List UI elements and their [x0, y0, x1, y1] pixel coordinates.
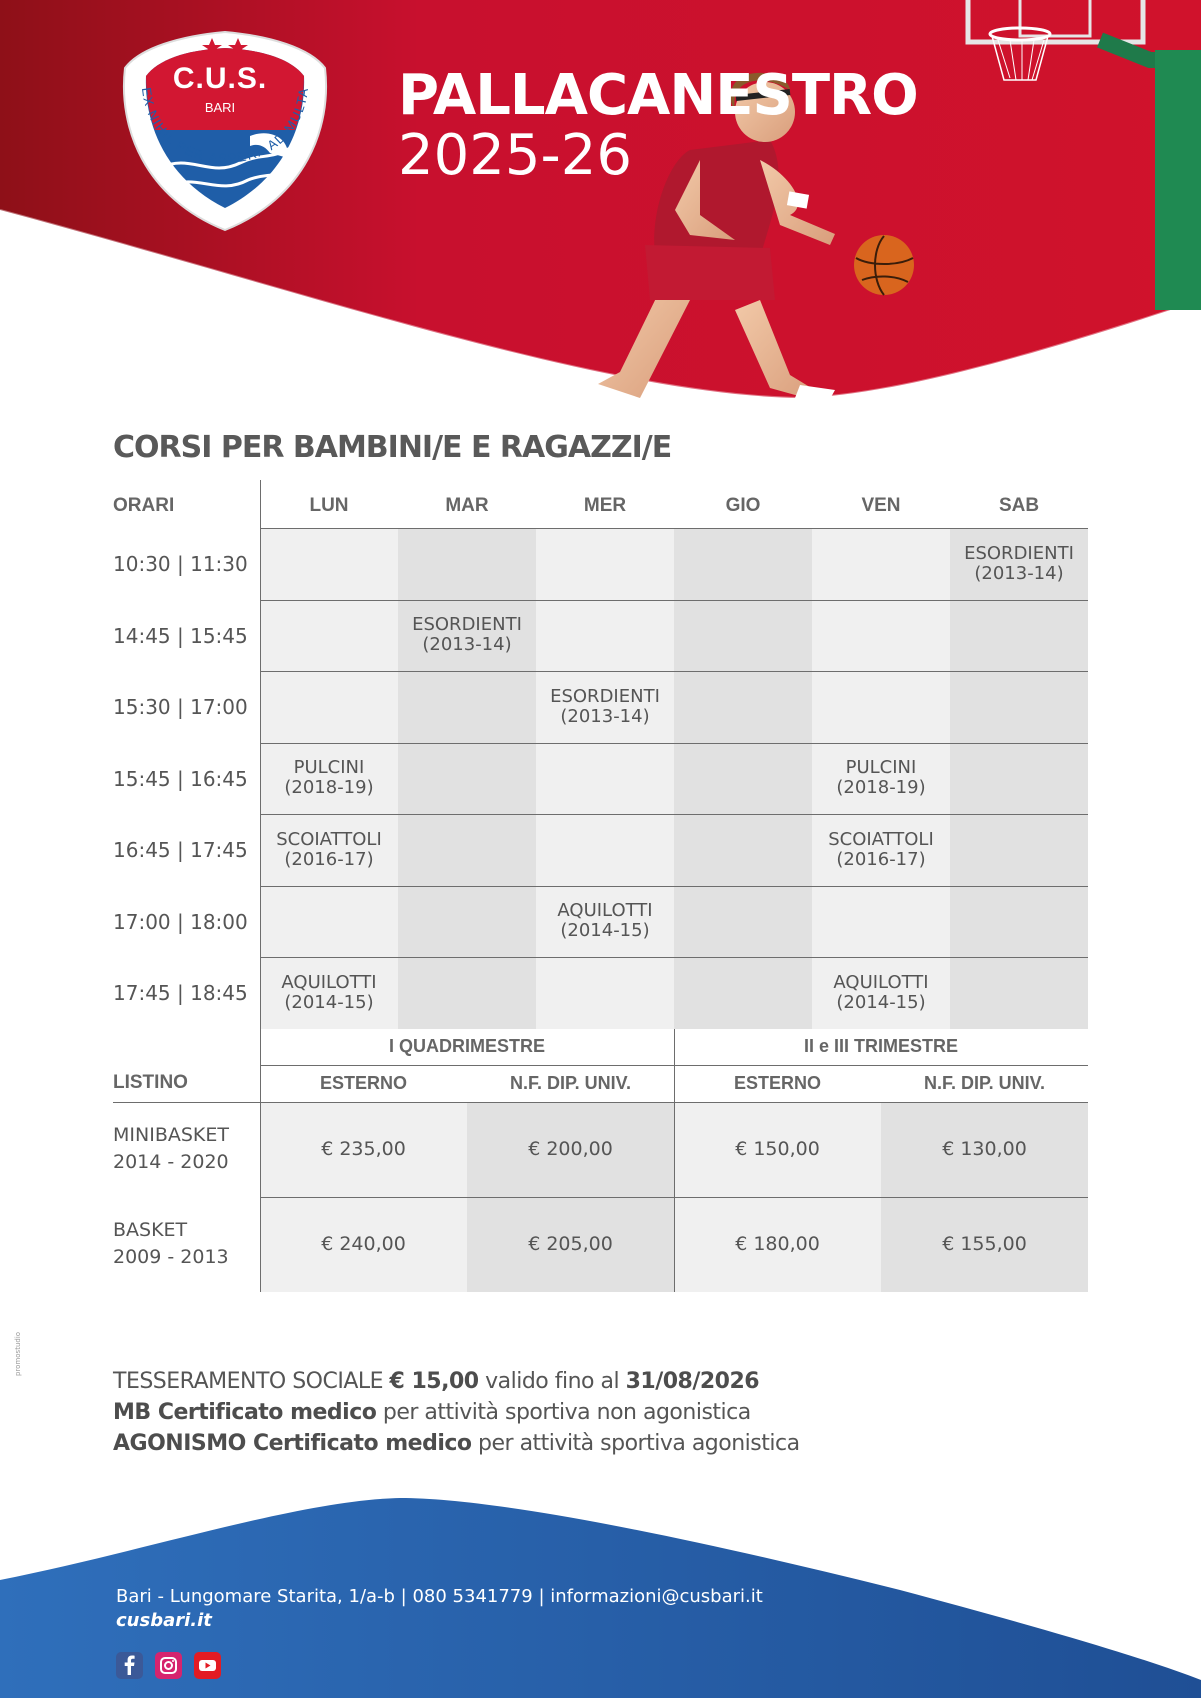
schedule-cell	[260, 743, 398, 815]
category-name: BASKET	[113, 1218, 188, 1241]
schedule-cell	[812, 671, 950, 743]
category-years: 2009 - 2013	[113, 1245, 229, 1268]
course-years: (2016-17)	[284, 848, 374, 870]
schedule-cell	[536, 671, 674, 743]
course-group: ESORDIENTI	[412, 614, 522, 636]
period-header-second: II e III TRIMESTRE	[803, 1036, 959, 1056]
section-title: CORSI PER BAMBINI/E E RAGAZZI/E	[113, 430, 672, 465]
course-years: (2014-15)	[284, 991, 374, 1013]
schedule-cell	[398, 886, 536, 958]
course-name	[828, 830, 934, 870]
row-divider	[260, 957, 1088, 958]
schedule-cell	[260, 671, 398, 743]
schedule-cell	[260, 814, 398, 886]
period-divider	[674, 1029, 675, 1292]
schedule-cell	[950, 671, 1088, 743]
schedule-cell	[674, 528, 812, 600]
schedule-cell	[536, 886, 674, 958]
schedule-cell	[950, 528, 1088, 600]
schedule-cell	[398, 671, 536, 743]
youtube-icon[interactable]	[194, 1652, 221, 1679]
logo-motto: EX NIHIL PER ASPERA AD MULTA	[138, 85, 312, 167]
schedule-cell	[950, 814, 1088, 886]
price-cell: € 200,00	[467, 1102, 674, 1197]
course-years: (2014-15)	[560, 920, 650, 942]
listino-label: LISTINO	[113, 1072, 188, 1093]
price-cell: € 150,00	[674, 1102, 881, 1197]
fee-amount: € 15,00	[389, 1369, 479, 1394]
row-divider	[260, 671, 1088, 672]
schedule-cell	[536, 528, 674, 600]
day-header-ven: VEN	[861, 495, 901, 516]
schedule-cell	[812, 957, 950, 1029]
agonism-certificate-title: AGONISMO Certificato medico	[113, 1431, 472, 1456]
row-divider	[260, 814, 1088, 815]
schedule-cell	[674, 814, 812, 886]
schedule-cell	[260, 957, 398, 1029]
facebook-icon[interactable]	[116, 1652, 143, 1679]
time-slot: 14:45 | 15:45	[113, 623, 248, 648]
price-row-label	[113, 1122, 229, 1176]
course-group: ESORDIENTI	[964, 542, 1074, 564]
category-name: MINIBASKET	[113, 1123, 229, 1146]
course-group: PULCINI	[845, 757, 917, 779]
membership-notes	[113, 1366, 800, 1459]
course-group: AQUILOTTI	[833, 971, 929, 993]
schedule-cell	[812, 600, 950, 672]
schedule-cell	[812, 743, 950, 815]
course-years: (2016-17)	[836, 848, 926, 870]
cus-bari-logo	[120, 28, 330, 233]
day-header-gio: GIO	[725, 495, 761, 516]
day-header-lun: LUN	[309, 495, 349, 516]
schedule-cell	[950, 886, 1088, 958]
price-column-header: N.F. DIP. UNIV.	[923, 1072, 1046, 1093]
course-years: (2018-19)	[284, 777, 374, 799]
course-group: PULCINI	[293, 757, 365, 779]
course-group: ESORDIENTI	[550, 685, 660, 707]
price-column-header: N.F. DIP. UNIV.	[509, 1072, 632, 1093]
course-group: AQUILOTTI	[281, 971, 377, 993]
time-slot: 15:45 | 16:45	[113, 766, 248, 791]
schedule-cell	[674, 600, 812, 672]
day-header-sab: SAB	[998, 495, 1040, 516]
designer-credit: promostudio	[14, 1331, 22, 1376]
day-header-mar: MAR	[445, 495, 489, 516]
fee-validity-label: valido fino al	[478, 1369, 626, 1394]
schedule-cell	[812, 886, 950, 958]
schedule-cell	[812, 528, 950, 600]
row-divider	[260, 600, 1088, 601]
course-name	[276, 830, 382, 870]
price-row-label	[113, 1217, 229, 1271]
fee-label: TESSERAMENTO SOCIALE	[113, 1369, 390, 1394]
time-slot: 17:45 | 18:45	[113, 981, 248, 1005]
page-title: PALLACANESTRO	[398, 63, 918, 128]
price-cell: € 235,00	[260, 1102, 467, 1197]
schedule-cell	[398, 743, 536, 815]
course-years: (2013-14)	[974, 562, 1064, 584]
logo-city: BARI	[204, 100, 236, 115]
price-cell: € 205,00	[467, 1197, 674, 1292]
footer-address: Bari - Lungomare Starita, 1/a-b | 080 5341779 | informazioni@cusbari.it	[116, 1586, 763, 1607]
logo-club-name: C.U.S.	[172, 62, 268, 95]
schedule-cell	[260, 600, 398, 672]
schedule-column-divider	[260, 480, 261, 1029]
mb-certificate-line	[113, 1397, 800, 1428]
row-divider	[260, 743, 1088, 744]
course-name	[550, 687, 660, 727]
orari-header: ORARI	[113, 495, 175, 516]
schedule-cell	[398, 814, 536, 886]
course-years: (2018-19)	[836, 777, 926, 799]
price-cell: € 180,00	[674, 1197, 881, 1292]
schedule-cell	[536, 957, 674, 1029]
row-divider	[113, 1102, 260, 1103]
day-header-mer: MER	[583, 495, 627, 516]
course-group: SCOIATTOLI	[828, 828, 934, 850]
course-group: AQUILOTTI	[557, 900, 653, 922]
agonism-certificate-desc: per attività sportiva agonistica	[471, 1431, 800, 1456]
schedule-cell	[398, 957, 536, 1029]
price-cell: € 130,00	[881, 1102, 1088, 1197]
course-name	[557, 901, 652, 941]
pricing-column-divider	[260, 1029, 261, 1292]
schedule-cell	[674, 886, 812, 958]
course-name	[833, 973, 928, 1013]
season-label: 2025-26	[398, 123, 632, 188]
category-years: 2014 - 2020	[113, 1150, 229, 1173]
price-cell: € 155,00	[881, 1197, 1088, 1292]
schedule-cell	[398, 600, 536, 672]
course-years: (2013-14)	[422, 634, 512, 656]
period-header-first: I QUADRIMESTRE	[388, 1036, 545, 1056]
schedule-cell	[260, 528, 398, 600]
course-years: (2013-14)	[560, 705, 650, 727]
course-name	[412, 615, 522, 655]
schedule-cell	[536, 743, 674, 815]
schedule-cell	[260, 886, 398, 958]
time-slot: 10:30 | 11:30	[113, 552, 248, 576]
schedule-cell	[812, 814, 950, 886]
schedule-cell	[950, 600, 1088, 672]
agonism-certificate-line	[113, 1428, 800, 1459]
schedule-cell	[950, 957, 1088, 1029]
mb-certificate-title: MB Certificato medico	[113, 1400, 377, 1425]
course-name	[284, 758, 373, 798]
schedule-cell	[674, 957, 812, 1029]
schedule-cell	[950, 743, 1088, 815]
price-cell: € 240,00	[260, 1197, 467, 1292]
schedule-cell	[674, 671, 812, 743]
course-name	[281, 973, 376, 1013]
membership-fee-line	[113, 1366, 800, 1397]
course-name	[964, 544, 1074, 584]
schedule-cell	[398, 528, 536, 600]
instagram-icon[interactable]	[155, 1652, 182, 1679]
schedule-cell	[536, 814, 674, 886]
mb-certificate-desc: per attività sportiva non agonistica	[376, 1400, 751, 1425]
footer-website-link[interactable]: cusbari.it	[116, 1610, 212, 1631]
schedule-cell	[536, 600, 674, 672]
course-group: SCOIATTOLI	[276, 828, 382, 850]
time-slot: 17:00 | 18:00	[113, 909, 248, 934]
course-name	[836, 758, 925, 798]
time-slot: 15:30 | 17:00	[113, 695, 248, 719]
price-column-header: ESTERNO	[319, 1072, 407, 1093]
header-divider	[260, 528, 1088, 529]
fee-expiry-date: 31/08/2026	[625, 1369, 760, 1394]
time-slot: 16:45 | 17:45	[113, 838, 248, 862]
row-divider	[260, 886, 1088, 887]
price-column-header: ESTERNO	[733, 1072, 821, 1093]
course-years: (2014-15)	[836, 991, 926, 1013]
schedule-cell	[674, 743, 812, 815]
